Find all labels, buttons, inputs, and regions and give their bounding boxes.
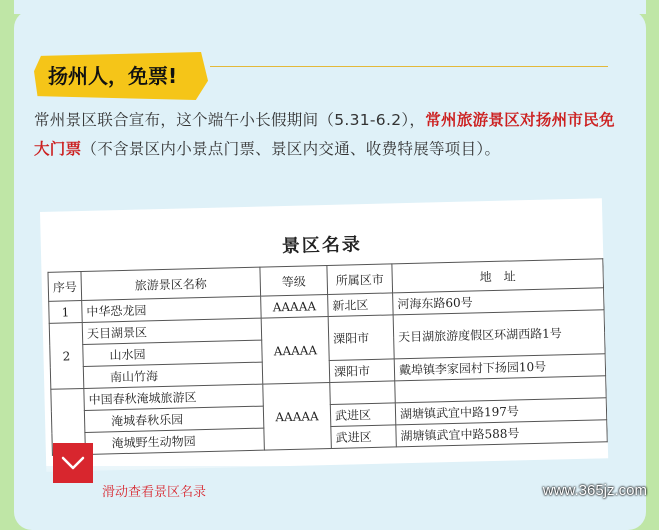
article-paragraph <box>34 106 630 164</box>
header-name: 旅游景区名称 <box>81 267 261 300</box>
cell-address: 湖塘镇武宜中路588号 <box>396 420 607 447</box>
header-district: 所属区市 <box>327 264 393 295</box>
cell-name: 淹城春秋乐园 <box>84 406 263 432</box>
cell-address: 戴埠镇李家园村下扬园10号 <box>394 354 605 381</box>
table-title: 景区名录 <box>281 234 363 258</box>
cell-district: 新北区 <box>328 293 394 317</box>
cell-name: 中国春秋淹城旅游区 <box>84 384 263 410</box>
paragraph-part2: （不含景区内小景点门票、景区内交通、收费特展等项目）。 <box>81 140 501 158</box>
cell-name: 淹城野生动物园 <box>85 428 264 454</box>
header-seq: 序号 <box>48 272 82 302</box>
scroll-down-button[interactable] <box>53 443 93 483</box>
cell-address: 河海东路60号 <box>393 288 604 315</box>
headline: 扬州人，免票! <box>48 64 178 88</box>
header-address: 地 址 <box>392 259 604 293</box>
chevron-down-icon <box>60 455 86 471</box>
cell-district: 武进区 <box>330 403 396 427</box>
cell-grade: AAAAA <box>261 294 329 318</box>
cell-grade: AAAAA <box>261 316 330 384</box>
scenic-list-image[interactable] <box>40 198 608 472</box>
cell-seq: 2 <box>49 323 84 390</box>
cell-district: 武进区 <box>331 425 397 449</box>
cell-name: 南山竹海 <box>83 362 262 388</box>
headline-divider <box>210 66 608 67</box>
cell-name: 山水园 <box>83 340 262 366</box>
cell-district: 溧阳市 <box>329 359 395 383</box>
scroll-hint[interactable]: 滑动查看景区名录 <box>102 485 207 500</box>
scenic-table <box>47 258 607 456</box>
cell-address: 湖塘镇武宜中路197号 <box>395 398 606 425</box>
cell-district <box>330 381 396 405</box>
cell-district: 溧阳市 <box>328 315 394 361</box>
paragraph-highlight: 常州旅游景区对扬州市民免大门票 <box>34 111 615 158</box>
cell-name: 天目湖景区 <box>82 318 261 344</box>
cell-name: 中华恐龙园 <box>82 296 261 322</box>
paragraph-part1: 常州景区联合宣布，这个端午小长假期间（5.31-6.2）， <box>34 111 426 129</box>
site-watermark: www.365jz.com <box>542 482 647 499</box>
cell-address: 天目湖旅游度假区环湖西路1号 <box>393 310 605 359</box>
header-grade: 等级 <box>260 266 328 297</box>
cell-seq: 1 <box>49 301 83 324</box>
cell-grade: AAAAA <box>263 382 332 450</box>
